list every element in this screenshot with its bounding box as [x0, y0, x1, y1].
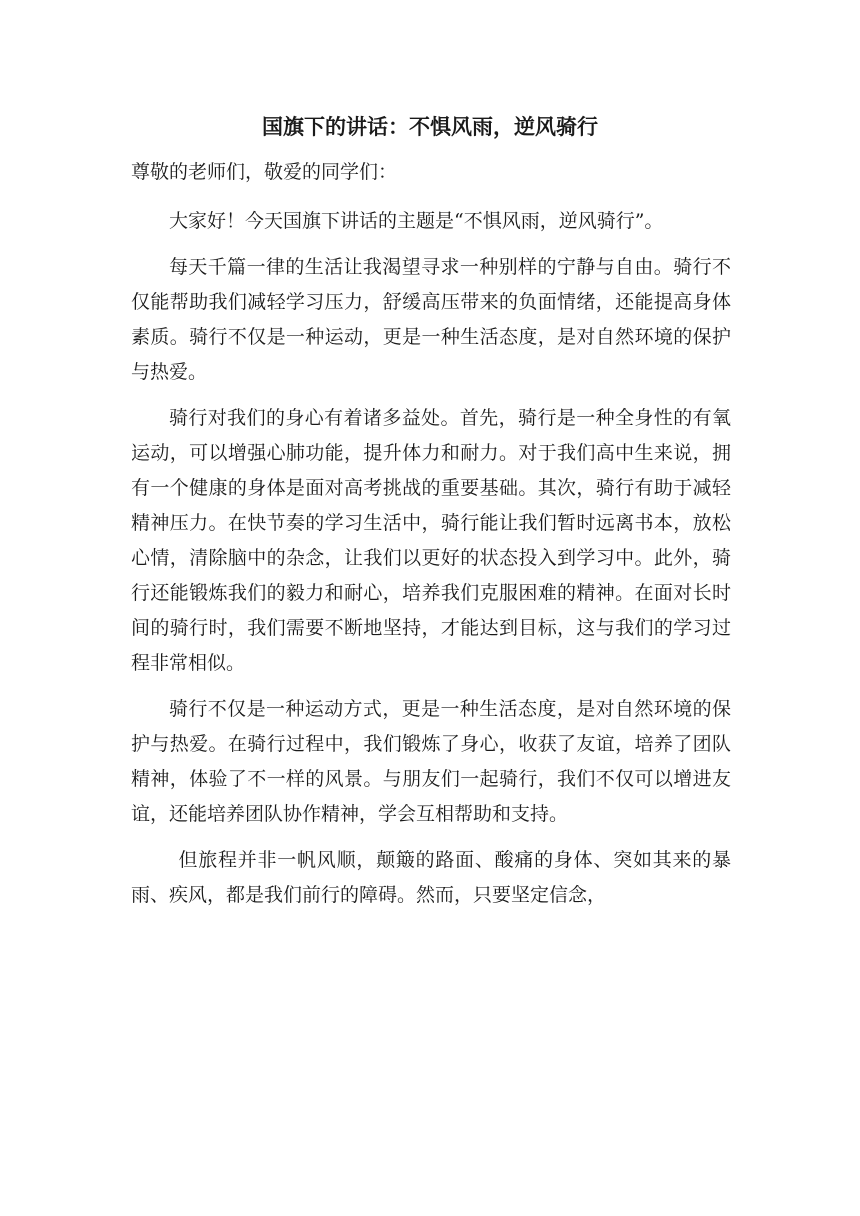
- paragraph-attitude: 骑行不仅是一种运动方式，更是一种生活态度，是对自然环境的保护与热爱。在骑行过程中，我们锻炼了身心，收获了友谊，培养了团队精神，体验了不一样的风景。与朋友们一起骑行，我们不仅可以增进友谊，还能培养团队协作精神，学会互相帮助和支持。: [131, 698, 731, 825]
- paragraph-benefits: 骑行对我们的身心有着诸多益处。首先，骑行是一种全身性的有氧运动，可以增强心肺功能，提升体力和耐力。对于我们高中生来说，拥有一个健康的身体是面对高考挑战的重要基础。其次，骑行有助于减轻精神压力。在快节奏的学习生活中，骑行能让我们暂时远离书本，放松心情，清除脑中的杂念，让我们以更好的状态投入到学习中。此外，骑行还能锻炼我们的毅力和耐心，培养我们克服困难的精神。在面对长时间的骑行时，我们需要不断地坚持，才能达到目标，这与我们的学习过程非常相似。: [131, 407, 731, 674]
- document-body: [131, 204, 731, 924]
- paragraph-intro: 每天千篇一律的生活让我渴望寻求一种别样的宁静与自由。骑行不仅能帮助我们减轻学习压力，舒缓高压带来的负面情绪，还能提高身体素质。骑行不仅是一种运动，更是一种生活态度，是对自然环境的保护与热爱。: [131, 256, 731, 383]
- salutation: 尊敬的老师们，敬爱的同学们：: [131, 161, 398, 183]
- paragraph-greeting: 大家好！今天国旗下讲话的主题是“不惧风雨，逆风骑行”。: [169, 210, 664, 232]
- document-title: 国旗下的讲话：不惧风雨，逆风骑行: [262, 114, 598, 139]
- paragraph-challenges: 但旅程并非一帆风顺，颠簸的路面、酸痛的身体、突如其来的暴雨、疾风，都是我们前行的障碍。然而，只要坚定信念，: [131, 849, 731, 906]
